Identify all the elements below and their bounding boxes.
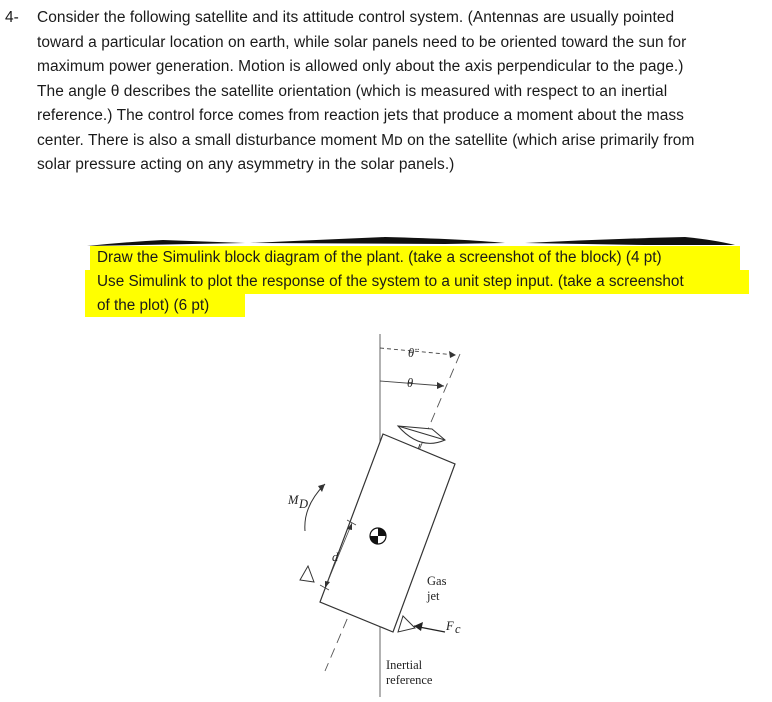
inertial-reference-label-2: reference xyxy=(386,673,433,687)
jet-nozzle-left-icon xyxy=(300,566,314,582)
center-of-mass-icon xyxy=(370,528,386,544)
satellite-diagram xyxy=(270,326,510,697)
problem-number: 4- xyxy=(5,9,19,26)
task-step-response: Use Simulink to plot the response of the system to a unit step input. (take a screenshot xyxy=(97,273,684,290)
gas-jet-label-1: Gas xyxy=(427,574,447,588)
gas-jet-label-2: jet xyxy=(427,589,440,603)
task-step-response-cont: of the plot) (6 pt) xyxy=(97,297,210,314)
statement-line: toward a particular location on earth, while solar panels need to be oriented toward the sun for xyxy=(37,33,687,51)
disturbance-moment-label: M xyxy=(288,493,299,507)
jet-nozzle-right-icon xyxy=(398,616,415,632)
distance-label: d xyxy=(332,550,339,564)
statement-line: reference.) The control force comes from reaction jets that produce a moment about the mass xyxy=(37,107,684,124)
statement-line: center. There is also a small disturbance moment Mᴅ on the satellite (which arise primarily from xyxy=(37,131,695,149)
theta-label: θ xyxy=(407,376,414,390)
force-label: F xyxy=(446,619,454,633)
disturbance-moment-sub: D xyxy=(299,497,309,511)
statement-line: Consider the following satellite and its attitude control system. (Antennas are usually pointed xyxy=(37,9,675,26)
statement-line: solar pressure acting on any asymmetry in the solar panels.) xyxy=(37,156,455,173)
problem-statement xyxy=(37,6,694,178)
task-block-diagram: Draw the Simulink block diagram of the plant. (take a screenshot of the block) (4 pt) xyxy=(97,249,662,266)
statement-line: maximum power generation. Motion is allowed only about the axis perpendicular to the page.) xyxy=(37,58,684,75)
force-sub: c xyxy=(455,622,461,636)
theta-ddot-label: θ̈ xyxy=(408,346,415,360)
inertial-reference-label-1: Inertial xyxy=(386,658,423,672)
satellite-figure xyxy=(270,326,510,697)
statement-line: The angle θ describes the satellite orientation (which is measured with respect to an inertial xyxy=(37,82,668,100)
